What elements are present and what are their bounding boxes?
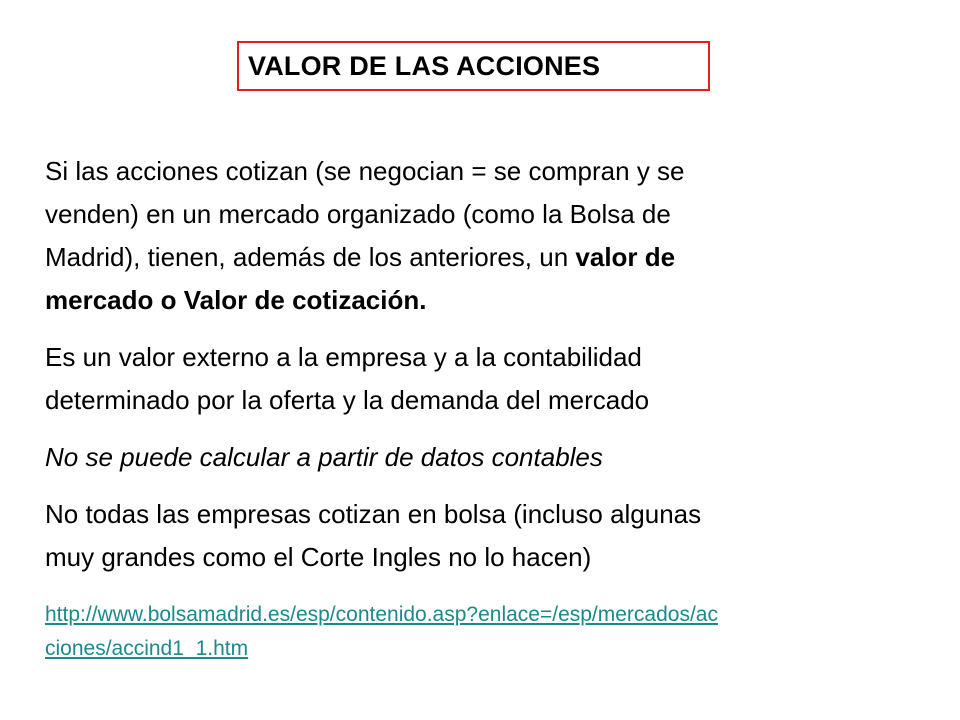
- paragraph-line: Es un valor externo a la empresa y a la contabilidad: [45, 342, 642, 372]
- paragraph-line: [45, 236, 915, 279]
- link-line[interactable]: http://www.bolsamadrid.es/esp/contenido.asp?enlace=/esp/mercados/ac: [45, 603, 718, 626]
- paragraph-not-all-listed: [45, 493, 915, 579]
- bold-term: valor de: [575, 242, 676, 272]
- link-line[interactable]: ciones/accind1_1.htm: [45, 637, 249, 660]
- bolsa-madrid-link[interactable]: [45, 598, 718, 666]
- paragraph-text: Madrid), tienen, además de los anteriores, un: [45, 242, 576, 272]
- paragraph-line: No todas las empresas cotizan en bolsa (incluso algunas: [45, 499, 702, 529]
- paragraph-line: venden) en un mercado organizado (como la Bolsa de: [45, 199, 671, 229]
- title-box: [237, 41, 710, 91]
- paragraph-market-value: [45, 150, 915, 322]
- paragraph-not-calculable: [45, 436, 915, 479]
- bold-term: mercado o Valor de cotización.: [45, 285, 427, 315]
- paragraph-line: determinado por la oferta y la demanda del mercado: [45, 385, 650, 415]
- slide-body: [45, 150, 915, 579]
- paragraph-external-value: [45, 336, 915, 422]
- paragraph-line: Si las acciones cotizan (se negocian = se compran y se: [45, 156, 685, 186]
- page-title: VALOR DE LAS ACCIONES: [248, 50, 601, 81]
- italic-note: No se puede calcular a partir de datos contables: [45, 442, 603, 472]
- paragraph-line: muy grandes como el Corte Ingles no lo hacen): [45, 542, 592, 572]
